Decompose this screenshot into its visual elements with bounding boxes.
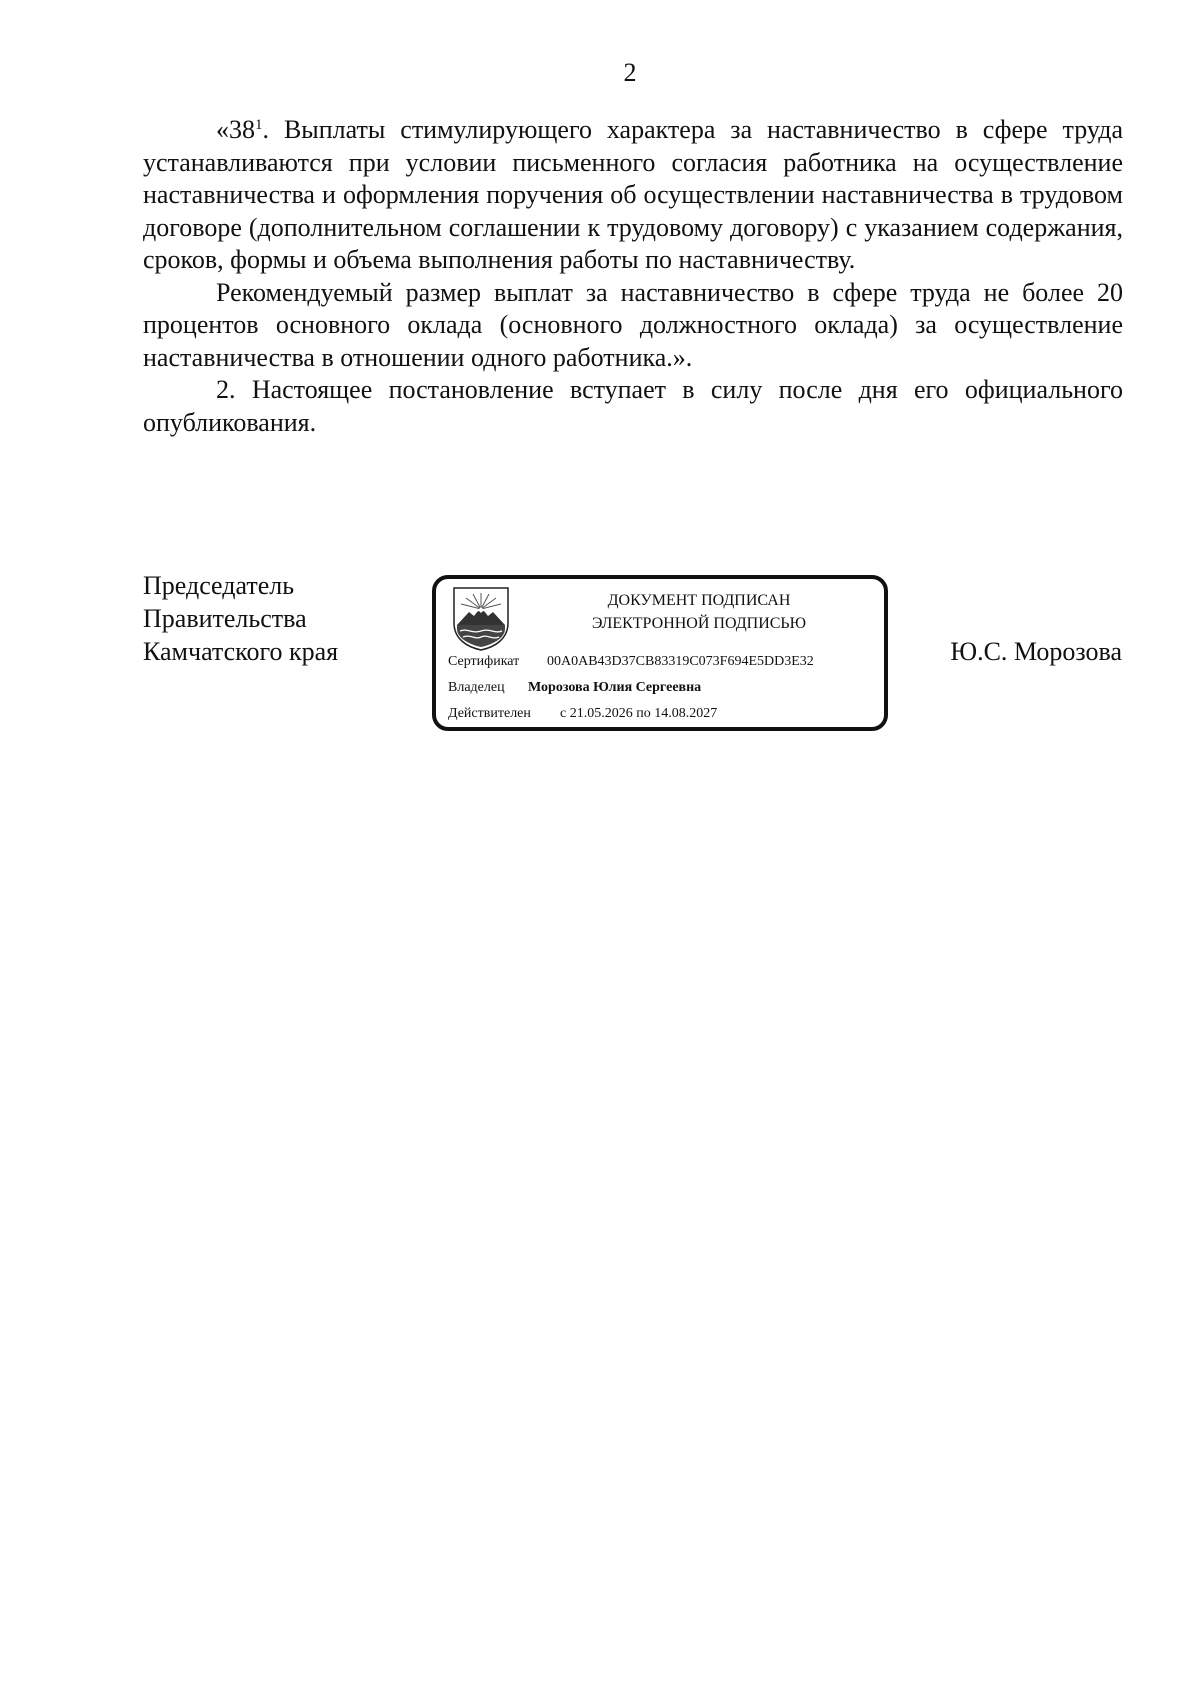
owner-label: Владелец xyxy=(448,680,505,695)
paragraph-text: . Выплаты стимулирующего характера за наставничество в сфере труда устанавливаются при условии письменного согласия работника на осуществление наставничества и оформления поручения об осуществлении наставничества в трудовом договоре (дополнительном соглашении к трудовому договору) с указанием содержания, сроков, формы и объема выполнения работы по наставничеству. xyxy=(143,115,1123,274)
paragraph-effective-date: 2. Настоящее постановление вступает в силу после дня его официального опубликования. xyxy=(143,375,1123,437)
stamp-heading xyxy=(522,589,876,635)
validity-value: с 21.05.2026 по 14.08.2027 xyxy=(560,706,718,721)
stamp-owner-row xyxy=(448,680,701,696)
owner-value: Морозова Юлия Сергеевна xyxy=(528,680,702,695)
paragraph-recommended-amount: Рекомендуемый размер выплат за наставничество в сфере труда не более 20 процентов основного оклада (основного должностного оклада) за осуществление наставничества в отношении одного работника.». xyxy=(143,277,1123,372)
stamp-certificate-row xyxy=(448,654,814,670)
electronic-signature-stamp xyxy=(432,575,888,731)
paragraph-lead: «38 xyxy=(216,115,255,144)
paragraph-superscript: 1 xyxy=(255,117,263,133)
kamchatka-coat-of-arms-icon xyxy=(451,585,511,651)
stamp-heading-line: ДОКУМЕНТ ПОДПИСАН xyxy=(607,592,791,609)
signer-name: Ю.С. Морозова xyxy=(950,637,1122,666)
signer-title-line: Председатель xyxy=(143,571,295,600)
certificate-label: Сертификат xyxy=(448,654,520,669)
certificate-value: 00A0AB43D37CB83319C073F694E5DD3E32 xyxy=(547,654,814,669)
page-number: 2 xyxy=(623,58,637,87)
stamp-heading-line: ЭЛЕКТРОННОЙ ПОДПИСЬЮ xyxy=(591,615,807,632)
stamp-validity-row xyxy=(448,706,717,722)
document-body xyxy=(143,114,1123,439)
signer-title xyxy=(143,569,338,668)
signer-title-line: Правительства xyxy=(143,604,307,633)
paragraph-mentorship-payments xyxy=(143,114,1123,277)
signer-title-line: Камчатского края xyxy=(143,637,339,666)
validity-label: Действителен xyxy=(448,706,531,721)
